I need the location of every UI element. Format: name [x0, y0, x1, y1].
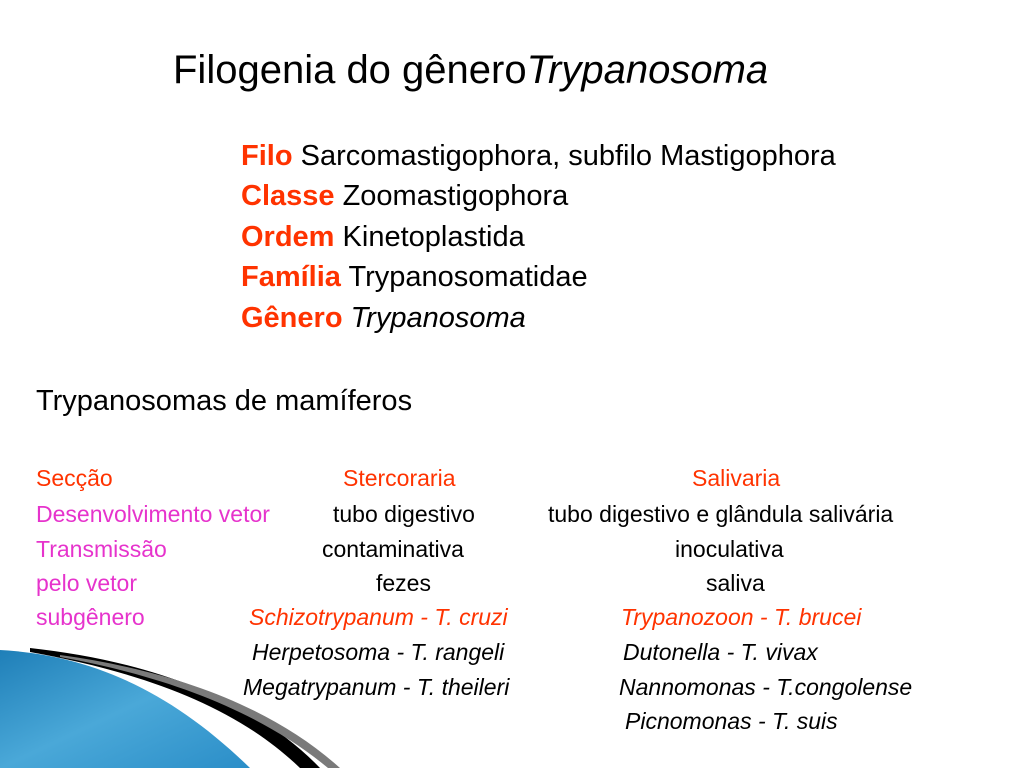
section-heading: Trypanosomas de mamíferos	[36, 385, 413, 417]
taxonomy-key: Classe	[241, 180, 335, 212]
row-label-subgenero: subgênero	[36, 604, 145, 630]
col-salivaria-vetor: saliva	[706, 570, 765, 596]
col-stercoraria-transmissao: contaminativa	[322, 536, 464, 562]
taxonomy-value: Sarcomastigophora, subfilo Mastigophora	[300, 140, 836, 172]
taxonomy-key: Família	[241, 261, 341, 293]
taxonomy-row-ordem	[241, 220, 525, 254]
col-salivaria-transmissao: inoculativa	[675, 536, 784, 562]
col-salivaria-subgenero: Trypanozoon - T. brucei	[621, 604, 862, 630]
taxonomy-row-genero	[241, 301, 526, 335]
col-stercoraria-subgenero-3: Megatrypanum - T. theileri	[243, 674, 510, 700]
title-text: Filogenia do gênero	[173, 48, 527, 92]
col-stercoraria-subgenero: Schizotrypanum - T. cruzi	[249, 604, 508, 630]
col-stercoraria-header: Stercoraria	[343, 465, 456, 491]
taxonomy-row-filo	[241, 139, 836, 173]
col-salivaria-subgenero-3: Nannomonas - T.congolense	[619, 674, 913, 700]
taxonomy-value: Kinetoplastida	[342, 221, 525, 253]
row-label-seccao: Secção	[36, 465, 113, 491]
title-genus: Trypanosoma	[526, 48, 769, 92]
taxonomy-row-classe	[241, 179, 568, 213]
row-label-desenvolvimento: Desenvolvimento vetor	[36, 501, 270, 527]
col-salivaria-desenvolvimento: tubo digestivo e glândula salivária	[548, 501, 894, 527]
taxonomy-value: Trypanosomatidae	[348, 261, 588, 293]
taxonomy-value: Zoomastigophora	[342, 180, 569, 212]
col-stercoraria-subgenero-2: Herpetosoma - T. rangeli	[252, 639, 505, 665]
taxonomy-key: Filo	[241, 140, 293, 172]
col-salivaria-subgenero-2: Dutonella - T. vivax	[623, 639, 818, 665]
row-label-transmissao: Transmissão	[36, 536, 167, 562]
col-stercoraria-desenvolvimento: tubo digestivo	[333, 501, 475, 527]
taxonomy-row-familia	[241, 260, 588, 294]
taxonomy-key: Gênero	[241, 302, 343, 334]
taxonomy-key: Ordem	[241, 221, 335, 253]
col-salivaria-subgenero-4: Picnomonas - T. suis	[625, 708, 838, 734]
col-stercoraria-vetor: fezes	[376, 570, 431, 596]
row-label-pelo-vetor: pelo vetor	[36, 570, 138, 596]
col-salivaria-header: Salivaria	[692, 465, 781, 491]
page-title	[173, 46, 768, 94]
taxonomy-value: Trypanosoma	[350, 302, 526, 334]
